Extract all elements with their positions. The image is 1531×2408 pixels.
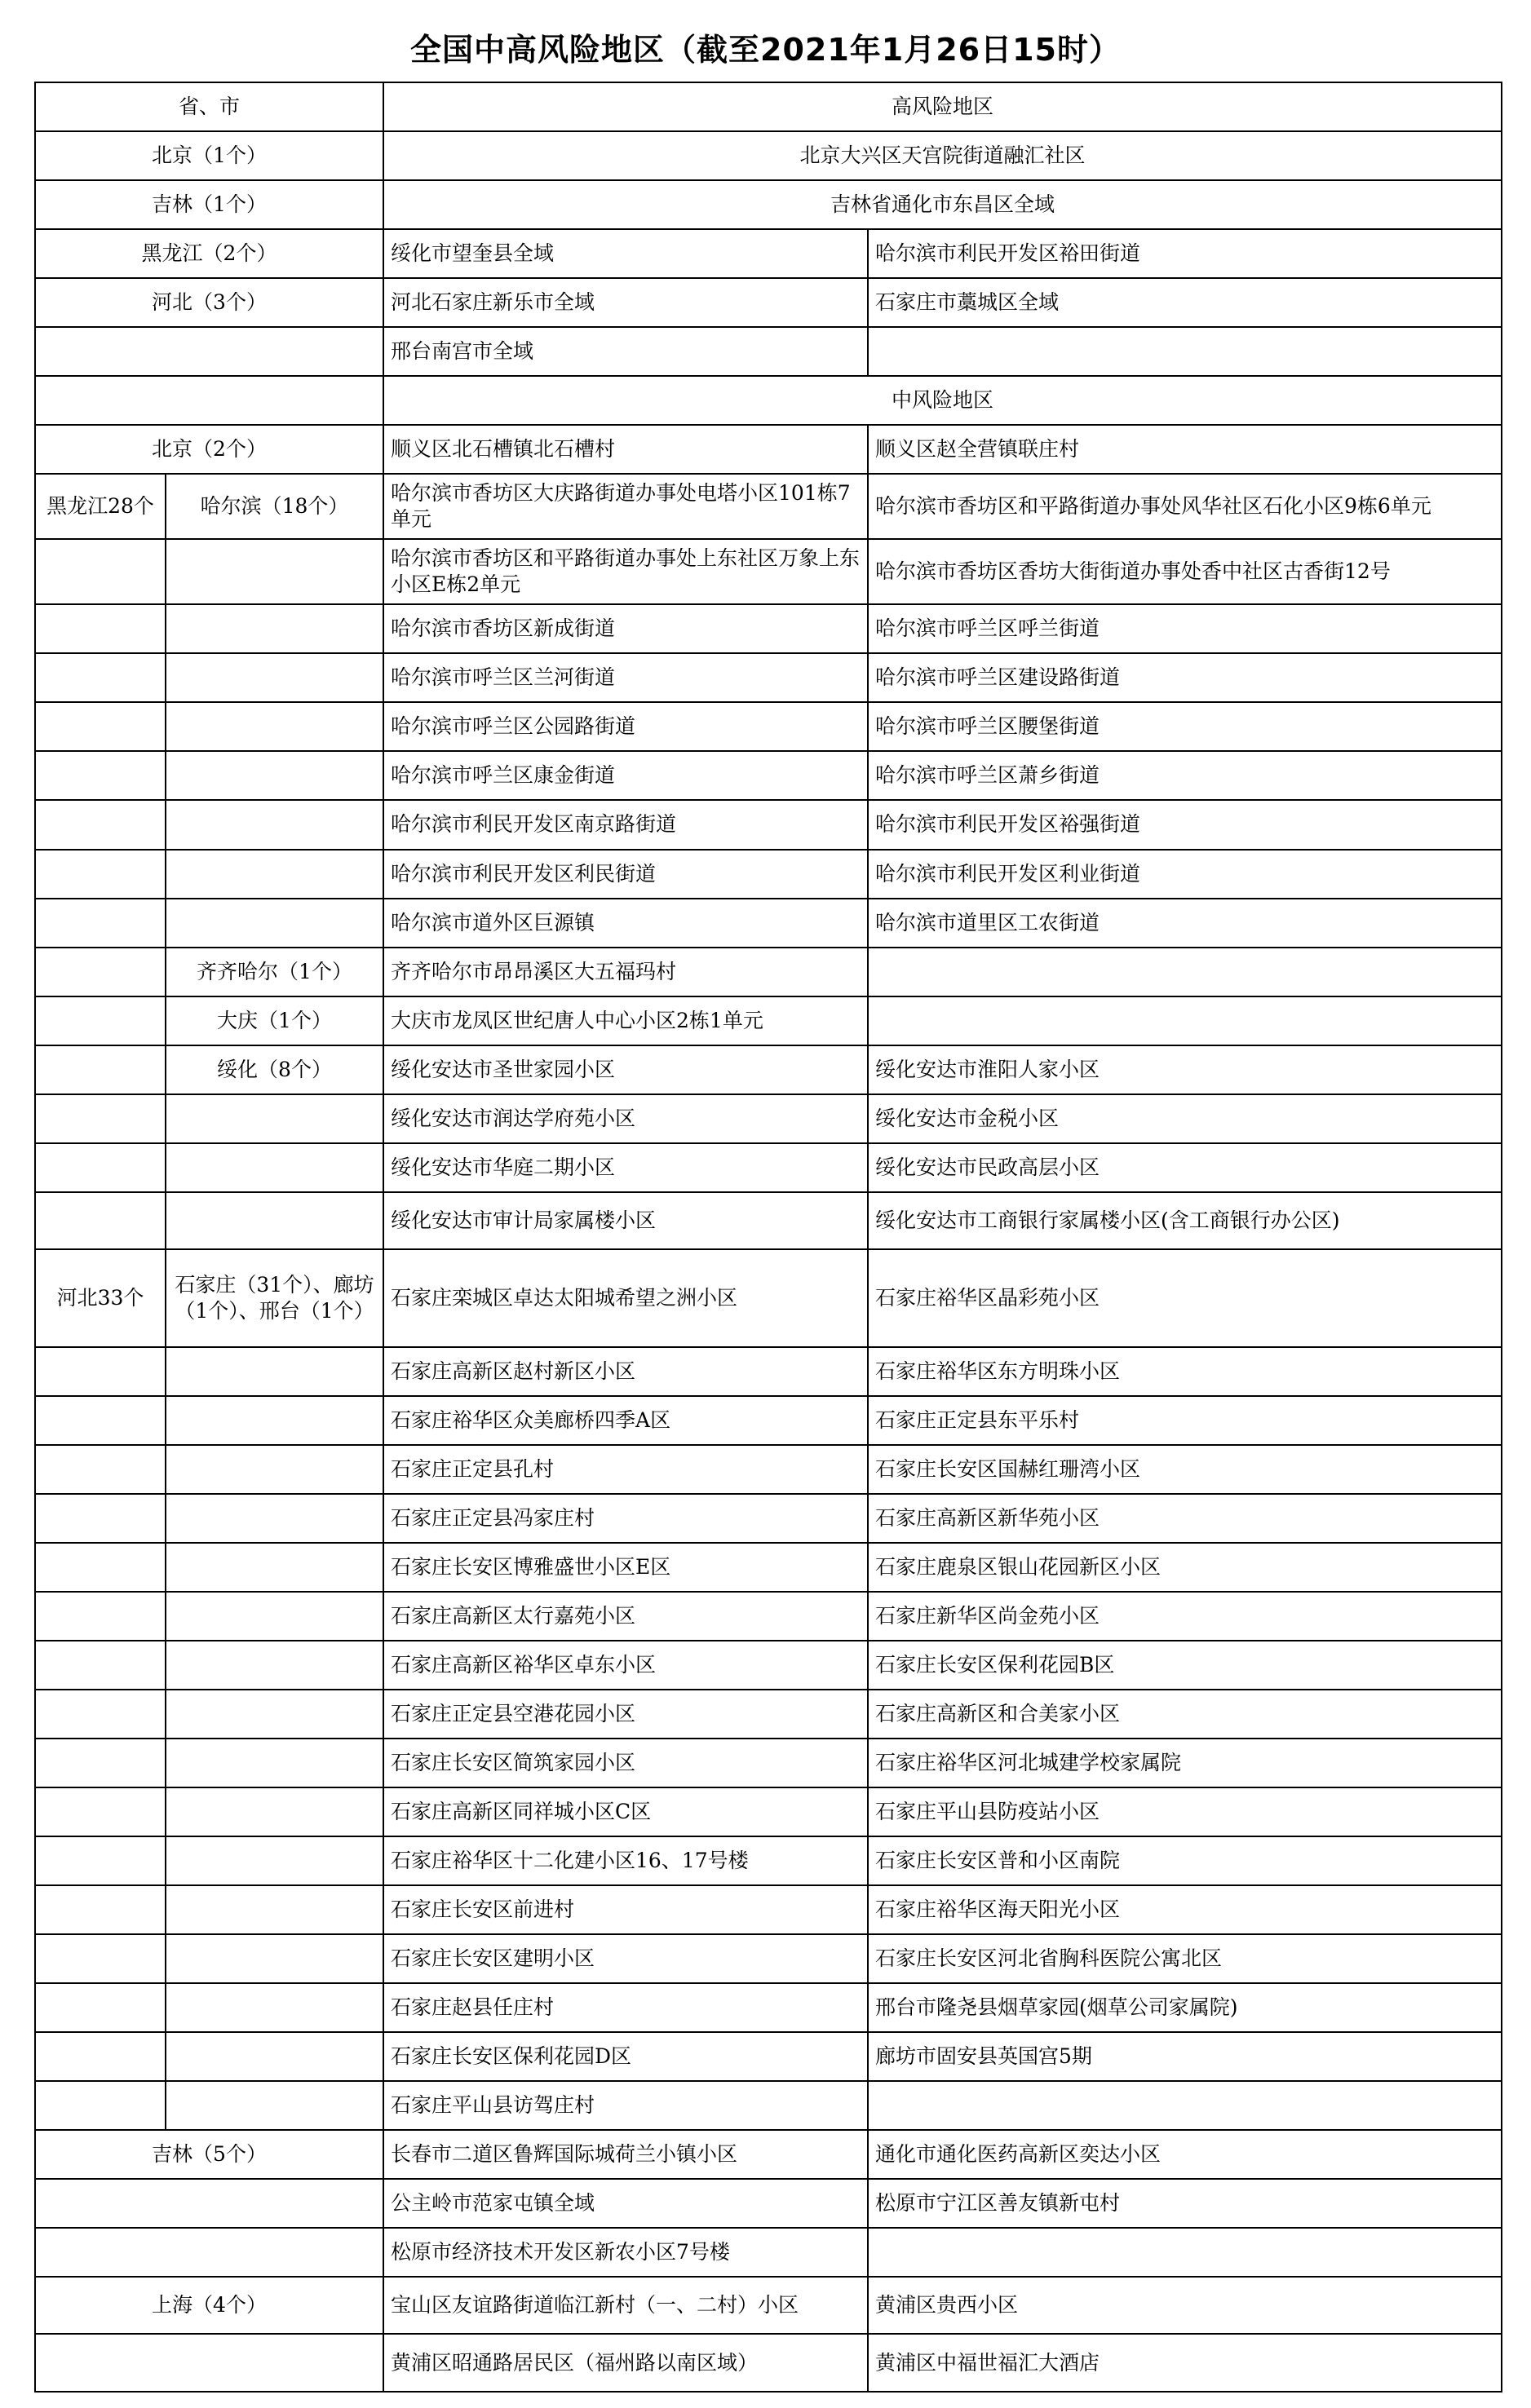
region-label: 北京（2个） [35,425,383,474]
province-label [35,800,166,849]
area-cell: 绥化安达市工商银行家属楼小区(含工商银行办公区) [868,1192,1502,1249]
area-cell: 哈尔滨市道里区工农街道 [868,899,1502,948]
city-label: 齐齐哈尔（1个） [166,948,383,996]
table-row [35,1739,1502,1787]
city-label [166,1094,383,1143]
city-label [166,1192,383,1249]
city-label [166,702,383,751]
area-cell: 吉林省通化市东昌区全域 [383,180,1502,229]
area-cell: 石家庄长安区简筑家园小区 [383,1739,868,1787]
area-cell: 绥化安达市华庭二期小区 [383,1143,868,1192]
table-row [35,800,1502,849]
area-cell: 公主岭市范家屯镇全域 [383,2179,868,2228]
area-cell: 石家庄高新区裕华区卓东小区 [383,1641,868,1690]
area-cell: 哈尔滨市呼兰区呼兰街道 [868,604,1502,653]
region-label: 吉林（5个） [35,2130,383,2179]
table-row [35,2277,1502,2334]
city-label [166,1494,383,1543]
area-cell: 石家庄市藁城区全域 [868,278,1502,327]
region-label [35,2334,383,2392]
area-cell: 邢台市隆尧县烟草家园(烟草公司家属院) [868,1983,1502,2032]
table-row [35,278,1502,327]
area-cell: 哈尔滨市呼兰区建设路街道 [868,653,1502,702]
table-row [35,2179,1502,2228]
region-label: 吉林（1个） [35,180,383,229]
province-label [35,2032,166,2081]
area-cell: 石家庄正定县空港花园小区 [383,1690,868,1739]
area-cell: 绥化安达市审计局家属楼小区 [383,1192,868,1249]
area-cell: 顺义区北石槽镇北石槽村 [383,425,868,474]
area-cell: 石家庄裕华区东方明珠小区 [868,1347,1502,1396]
area-cell: 哈尔滨市利民开发区利业街道 [868,850,1502,899]
table-row [35,376,1502,425]
province-label: 河北33个 [35,1249,166,1347]
table-row [35,1094,1502,1143]
table-row [35,1045,1502,1094]
table-row [35,1983,1502,2032]
province-label [35,1045,166,1094]
area-cell: 石家庄平山县防疫站小区 [868,1787,1502,1836]
city-label [166,1934,383,1983]
province-label [35,1690,166,1739]
area-cell: 石家庄长安区普和小区南院 [868,1836,1502,1885]
city-label: 大庆（1个） [166,996,383,1045]
area-cell [868,948,1502,996]
province-label [35,1494,166,1543]
table-row [35,948,1502,996]
province-label [35,751,166,800]
city-label: 石家庄（31个）、廊坊（1个）、邢台（1个） [166,1249,383,1347]
city-label [166,800,383,849]
area-cell: 河北石家庄新乐市全域 [383,278,868,327]
province-label: 黑龙江28个 [35,474,166,539]
area-cell: 哈尔滨市利民开发区裕田街道 [868,229,1502,278]
area-cell: 哈尔滨市香坊区大庆路街道办事处电塔小区101栋7单元 [383,474,868,539]
city-label [166,751,383,800]
table-row [35,1836,1502,1885]
area-cell: 石家庄新华区尚金苑小区 [868,1592,1502,1641]
table-row [35,1690,1502,1739]
city-label [166,1396,383,1445]
city-label [166,1641,383,1690]
area-cell: 石家庄长安区保利花园B区 [868,1641,1502,1690]
province-label [35,1983,166,2032]
area-cell [868,2081,1502,2130]
province-label [35,2081,166,2130]
province-label [35,996,166,1045]
city-label [166,653,383,702]
table-row [35,1641,1502,1690]
area-cell: 长春市二道区鲁辉国际城荷兰小镇小区 [383,2130,868,2179]
area-cell: 哈尔滨市呼兰区腰堡街道 [868,702,1502,751]
area-cell: 石家庄长安区国赫红珊湾小区 [868,1445,1502,1494]
section-header-high: 高风险地区 [383,82,1502,131]
area-cell: 石家庄长安区建明小区 [383,1934,868,1983]
province-label [35,1396,166,1445]
area-cell: 石家庄平山县访驾庄村 [383,2081,868,2130]
area-cell: 石家庄裕华区晶彩苑小区 [868,1249,1502,1347]
table-row [35,2334,1502,2392]
table-row [35,82,1502,131]
table-row [35,327,1502,376]
area-cell: 绥化安达市淮阳人家小区 [868,1045,1502,1094]
table-row [35,2228,1502,2277]
table-row [35,1787,1502,1836]
area-cell: 石家庄裕华区河北城建学校家属院 [868,1739,1502,1787]
city-label [166,850,383,899]
city-label [166,1347,383,1396]
page-title: 全国中高风险地区（截至2021年1月26日15时） [410,32,1121,68]
area-cell: 石家庄正定县冯家庄村 [383,1494,868,1543]
city-label [166,1445,383,1494]
area-cell: 石家庄裕华区众美廊桥四季A区 [383,1396,868,1445]
area-cell: 廊坊市固安县英国宫5期 [868,2032,1502,2081]
region-label: 北京（1个） [35,131,383,180]
area-cell: 哈尔滨市利民开发区南京路街道 [383,800,868,849]
area-cell: 宝山区友谊路街道临江新村（一、二村）小区 [383,2277,868,2334]
province-label [35,948,166,996]
area-cell: 哈尔滨市香坊区香坊大街街道办事处香中社区古香街12号 [868,539,1502,604]
area-cell: 绥化安达市金税小区 [868,1094,1502,1143]
area-cell: 松原市经济技术开发区新农小区7号楼 [383,2228,868,2277]
table-row [35,474,1502,539]
city-label [166,1543,383,1592]
city-label [166,1739,383,1787]
area-cell: 松原市宁江区善友镇新屯村 [868,2179,1502,2228]
area-cell: 石家庄正定县孔村 [383,1445,868,1494]
table-row [35,2130,1502,2179]
province-label [35,1787,166,1836]
province-label [35,899,166,948]
region-label: 黑龙江（2个） [35,229,383,278]
area-cell: 绥化安达市民政高层小区 [868,1143,1502,1192]
area-cell: 哈尔滨市利民开发区利民街道 [383,850,868,899]
table-row [35,539,1502,604]
column-header-region: 省、市 [35,82,383,131]
area-cell: 石家庄高新区太行嘉苑小区 [383,1592,868,1641]
region-label: 上海（4个） [35,2277,383,2334]
city-label [166,1885,383,1934]
city-label [166,1787,383,1836]
table-row [35,131,1502,180]
table-row [35,653,1502,702]
table-row [35,702,1502,751]
province-label [35,1641,166,1690]
province-label [35,850,166,899]
city-label [166,604,383,653]
table-row [35,1592,1502,1641]
area-cell: 石家庄长安区前进村 [383,1885,868,1934]
city-label [166,899,383,948]
area-cell: 哈尔滨市利民开发区裕强街道 [868,800,1502,849]
table-row [35,1445,1502,1494]
area-cell: 石家庄鹿泉区银山花园新区小区 [868,1543,1502,1592]
area-cell: 哈尔滨市呼兰区公园路街道 [383,702,868,751]
area-cell: 石家庄高新区同祥城小区C区 [383,1787,868,1836]
area-cell: 石家庄长安区博雅盛世小区E区 [383,1543,868,1592]
province-label [35,1543,166,1592]
area-cell: 黄浦区中福世福汇大酒店 [868,2334,1502,2392]
province-label [35,1192,166,1249]
area-cell: 石家庄正定县东平乐村 [868,1396,1502,1445]
area-cell: 哈尔滨市呼兰区康金街道 [383,751,868,800]
province-label [35,1094,166,1143]
region-label [35,376,383,425]
table-row [35,1143,1502,1192]
region-label [35,2179,383,2228]
area-cell: 石家庄裕华区十二化建小区16、17号楼 [383,1836,868,1885]
region-label [35,2228,383,2277]
area-cell [868,2228,1502,2277]
area-cell: 顺义区赵全营镇联庄村 [868,425,1502,474]
area-cell: 邢台南宫市全域 [383,327,868,376]
province-label [35,1592,166,1641]
area-cell: 石家庄高新区新华苑小区 [868,1494,1502,1543]
city-label: 绥化（8个） [166,1045,383,1094]
area-cell: 哈尔滨市香坊区和平路街道办事处上东社区万象上东小区E栋2单元 [383,539,868,604]
table-row [35,425,1502,474]
table-row [35,1543,1502,1592]
region-label [35,327,383,376]
area-cell: 石家庄赵县任庄村 [383,1983,868,2032]
area-cell: 绥化安达市润达学府苑小区 [383,1094,868,1143]
table-row [35,1192,1502,1249]
area-cell: 绥化安达市圣世家园小区 [383,1045,868,1094]
table-row [35,1347,1502,1396]
province-label [35,539,166,604]
region-label: 河北（3个） [35,278,383,327]
city-label [166,539,383,604]
area-cell: 齐齐哈尔市昂昂溪区大五福玛村 [383,948,868,996]
risk-area-table [34,82,1502,2393]
table-row [35,2032,1502,2081]
city-label: 哈尔滨（18个） [166,474,383,539]
city-label [166,2032,383,2081]
area-cell: 石家庄高新区赵村新区小区 [383,1347,868,1396]
province-label [35,1143,166,1192]
area-cell: 北京大兴区天宫院街道融汇社区 [383,131,1502,180]
province-label [35,604,166,653]
area-cell: 哈尔滨市香坊区新成街道 [383,604,868,653]
table-row [35,1396,1502,1445]
table-row [35,2081,1502,2130]
area-cell: 通化市通化医药高新区奕达小区 [868,2130,1502,2179]
area-cell: 哈尔滨市道外区巨源镇 [383,899,868,948]
table-row [35,604,1502,653]
table-row [35,1885,1502,1934]
area-cell [868,996,1502,1045]
table-row [35,180,1502,229]
area-cell: 黄浦区贵西小区 [868,2277,1502,2334]
area-cell: 石家庄裕华区海天阳光小区 [868,1885,1502,1934]
table-row [35,850,1502,899]
table-row [35,996,1502,1045]
province-label [35,1347,166,1396]
city-label [166,1143,383,1192]
city-label [166,1690,383,1739]
province-label [35,653,166,702]
province-label [35,1836,166,1885]
province-label [35,1885,166,1934]
table-row [35,1249,1502,1347]
area-cell: 哈尔滨市呼兰区萧乡街道 [868,751,1502,800]
city-label [166,1836,383,1885]
table-row [35,899,1502,948]
area-cell: 大庆市龙凤区世纪唐人中心小区2栋1单元 [383,996,868,1045]
province-label [35,1739,166,1787]
city-label [166,1983,383,2032]
city-label [166,2081,383,2130]
area-cell: 哈尔滨市香坊区和平路街道办事处风华社区石化小区9栋6单元 [868,474,1502,539]
table-row [35,229,1502,278]
city-label [166,1592,383,1641]
table-row [35,1934,1502,1983]
area-cell: 哈尔滨市呼兰区兰河街道 [383,653,868,702]
table-row [35,751,1502,800]
area-cell: 石家庄高新区和合美家小区 [868,1690,1502,1739]
area-cell: 绥化市望奎县全域 [383,229,868,278]
area-cell: 黄浦区昭通路居民区（福州路以南区域） [383,2334,868,2392]
area-cell [868,327,1502,376]
area-cell: 石家庄长安区河北省胸科医院公寓北区 [868,1934,1502,1983]
table-row [35,1494,1502,1543]
area-cell: 石家庄栾城区卓达太阳城希望之洲小区 [383,1249,868,1347]
province-label [35,702,166,751]
area-cell: 石家庄长安区保利花园D区 [383,2032,868,2081]
province-label [35,1445,166,1494]
province-label [35,1934,166,1983]
section-header-medium: 中风险地区 [383,376,1502,425]
